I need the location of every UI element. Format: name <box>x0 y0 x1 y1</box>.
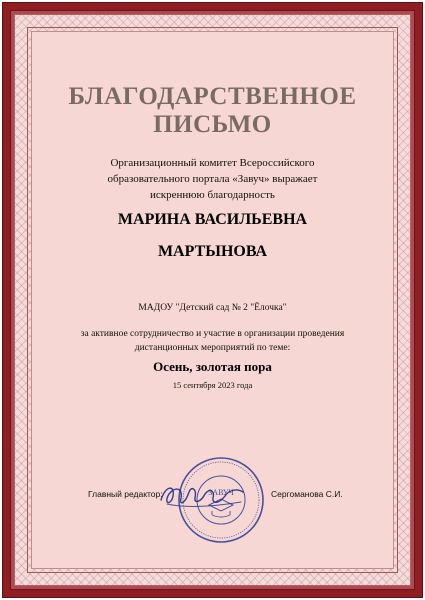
recipient-name-line1: МАРИНА ВАСИЛЬЕВНА <box>117 211 308 228</box>
signature-icon <box>155 474 250 514</box>
event-date: 15 сентября 2023 года <box>172 380 253 390</box>
editor-label: Главный редактор: <box>88 489 163 499</box>
title-line2: ПИСЬМО <box>153 111 272 138</box>
title-line1: БЛАГОДАРСТВЕННОЕ <box>68 83 357 110</box>
intro-text: Организационный комитет Всероссийского образовательного портала «Завуч» выражает искреннюю благодарность <box>107 157 318 201</box>
seal-text: ЗАВУЧ <box>208 488 234 497</box>
event-theme: Осень, золотая пора <box>153 359 272 374</box>
recipient-name-line2: МАРТЫНОВА <box>157 243 268 260</box>
editor-name: Сергоманова С.И. <box>271 489 343 499</box>
reason-text: за активное сотрудничество и участие в организации проведения дистанционных мероприятий по теме: <box>80 329 345 353</box>
organization-text: МАДОУ "Детский сад № 2 "Ёлочка" <box>138 303 287 313</box>
